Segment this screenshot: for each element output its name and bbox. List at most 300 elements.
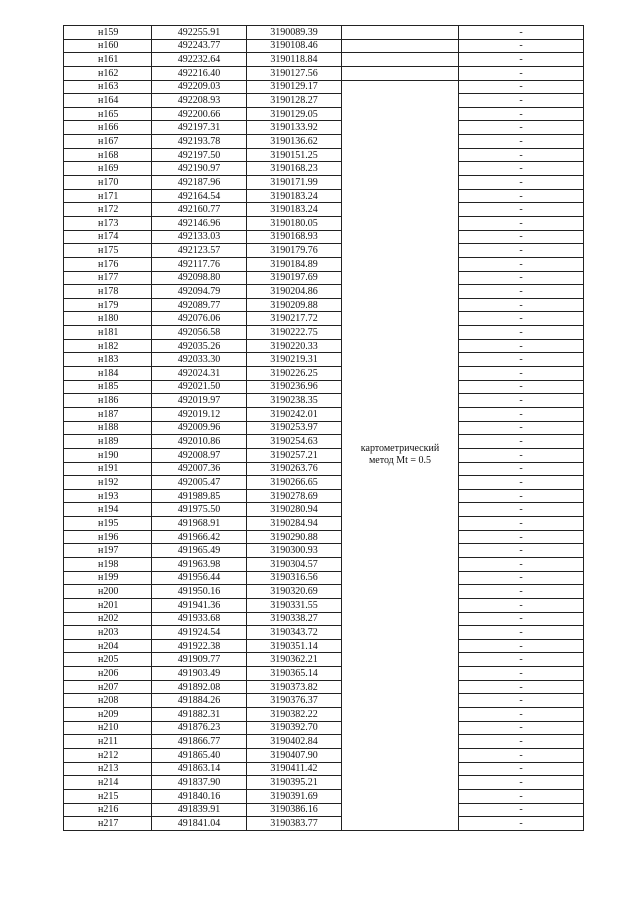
x-coordinate-cell: 492033.30 (152, 353, 247, 367)
method-cell (342, 39, 459, 53)
y-coordinate-cell: 3190204.86 (247, 285, 342, 299)
description-cell: - (459, 107, 584, 121)
table-row (64, 680, 584, 694)
table-row (64, 735, 584, 749)
table-row (64, 312, 584, 326)
y-coordinate-cell: 3190222.75 (247, 326, 342, 340)
table-row (64, 612, 584, 626)
description-cell: - (459, 148, 584, 162)
x-coordinate-cell: 492164.54 (152, 189, 247, 203)
table-row (64, 489, 584, 503)
table-row (64, 544, 584, 558)
table-row (64, 135, 584, 149)
x-coordinate-cell: 491865.40 (152, 748, 247, 762)
y-coordinate-cell: 3190254.63 (247, 435, 342, 449)
point-id-cell: н193 (64, 489, 152, 503)
description-cell: - (459, 803, 584, 817)
x-coordinate-cell: 491975.50 (152, 503, 247, 517)
description-cell: - (459, 694, 584, 708)
x-coordinate-cell: 491839.91 (152, 803, 247, 817)
x-coordinate-cell: 491963.98 (152, 557, 247, 571)
description-cell: - (459, 817, 584, 831)
y-coordinate-cell: 3190304.57 (247, 557, 342, 571)
x-coordinate-cell: 492021.50 (152, 380, 247, 394)
table-row (64, 94, 584, 108)
table-row (64, 639, 584, 653)
table-row (64, 26, 584, 40)
description-cell: - (459, 271, 584, 285)
description-cell: - (459, 176, 584, 190)
x-coordinate-cell: 491840.16 (152, 789, 247, 803)
point-id-cell: н198 (64, 557, 152, 571)
y-coordinate-cell: 3190382.22 (247, 708, 342, 722)
x-coordinate-cell: 492232.64 (152, 53, 247, 67)
description-cell: - (459, 721, 584, 735)
y-coordinate-cell: 3190386.16 (247, 803, 342, 817)
table-row (64, 353, 584, 367)
table-row (64, 435, 584, 449)
x-coordinate-cell: 492216.40 (152, 66, 247, 80)
point-id-cell: н202 (64, 612, 152, 626)
x-coordinate-cell: 491968.91 (152, 517, 247, 531)
y-coordinate-cell: 3190242.01 (247, 407, 342, 421)
table-row (64, 517, 584, 531)
x-coordinate-cell: 492193.78 (152, 135, 247, 149)
table-row (64, 667, 584, 681)
point-id-cell: н214 (64, 776, 152, 790)
y-coordinate-cell: 3190136.62 (247, 135, 342, 149)
point-id-cell: н178 (64, 285, 152, 299)
table-row (64, 66, 584, 80)
table-row (64, 448, 584, 462)
y-coordinate-cell: 3190171.99 (247, 176, 342, 190)
description-cell: - (459, 530, 584, 544)
point-id-cell: н207 (64, 680, 152, 694)
y-coordinate-cell: 3190331.55 (247, 598, 342, 612)
description-cell: - (459, 121, 584, 135)
description-cell: - (459, 435, 584, 449)
table-row (64, 80, 584, 94)
x-coordinate-cell: 491989.85 (152, 489, 247, 503)
point-id-cell: н205 (64, 653, 152, 667)
y-coordinate-cell: 3190129.05 (247, 107, 342, 121)
y-coordinate-cell: 3190217.72 (247, 312, 342, 326)
y-coordinate-cell: 3190253.97 (247, 421, 342, 435)
table-row (64, 189, 584, 203)
y-coordinate-cell: 3190168.23 (247, 162, 342, 176)
description-cell: - (459, 367, 584, 381)
description-cell: - (459, 626, 584, 640)
table-row (64, 571, 584, 585)
y-coordinate-cell: 3190183.24 (247, 203, 342, 217)
y-coordinate-cell: 3190238.35 (247, 394, 342, 408)
description-cell: - (459, 789, 584, 803)
y-coordinate-cell: 3190343.72 (247, 626, 342, 640)
point-id-cell: н180 (64, 312, 152, 326)
y-coordinate-cell: 3190376.37 (247, 694, 342, 708)
point-id-cell: н175 (64, 244, 152, 258)
table-row (64, 148, 584, 162)
y-coordinate-cell: 3190300.93 (247, 544, 342, 558)
point-id-cell: н217 (64, 817, 152, 831)
y-coordinate-cell: 3190280.94 (247, 503, 342, 517)
y-coordinate-cell: 3190284.94 (247, 517, 342, 531)
description-cell: - (459, 312, 584, 326)
y-coordinate-cell: 3190351.14 (247, 639, 342, 653)
point-id-cell: н185 (64, 380, 152, 394)
point-id-cell: н187 (64, 407, 152, 421)
description-cell: - (459, 612, 584, 626)
y-coordinate-cell: 3190257.21 (247, 448, 342, 462)
point-id-cell: н159 (64, 26, 152, 40)
x-coordinate-cell: 492094.79 (152, 285, 247, 299)
table-row (64, 503, 584, 517)
y-coordinate-cell: 3190127.56 (247, 66, 342, 80)
point-id-cell: н204 (64, 639, 152, 653)
y-coordinate-cell: 3190220.33 (247, 339, 342, 353)
description-cell: - (459, 448, 584, 462)
point-id-cell: н216 (64, 803, 152, 817)
y-coordinate-cell: 3190183.24 (247, 189, 342, 203)
point-id-cell: н190 (64, 448, 152, 462)
description-cell: - (459, 94, 584, 108)
description-cell: - (459, 680, 584, 694)
description-cell: - (459, 421, 584, 435)
x-coordinate-cell: 491941.36 (152, 598, 247, 612)
x-coordinate-cell: 491882.31 (152, 708, 247, 722)
point-id-cell: н194 (64, 503, 152, 517)
description-cell: - (459, 585, 584, 599)
y-coordinate-cell: 3190373.82 (247, 680, 342, 694)
table-row (64, 476, 584, 490)
point-id-cell: н174 (64, 230, 152, 244)
point-id-cell: н199 (64, 571, 152, 585)
description-cell: - (459, 462, 584, 476)
table-row (64, 462, 584, 476)
point-id-cell: н201 (64, 598, 152, 612)
table-row (64, 421, 584, 435)
description-cell: - (459, 735, 584, 749)
description-cell: - (459, 135, 584, 149)
description-cell: - (459, 503, 584, 517)
y-coordinate-cell: 3190365.14 (247, 667, 342, 681)
coordinates-table-body (64, 26, 584, 831)
table-row (64, 244, 584, 258)
description-cell: - (459, 667, 584, 681)
y-coordinate-cell: 3190278.69 (247, 489, 342, 503)
method-cell (342, 53, 459, 67)
description-cell: - (459, 557, 584, 571)
point-id-cell: н177 (64, 271, 152, 285)
description-cell: - (459, 162, 584, 176)
x-coordinate-cell: 492146.96 (152, 216, 247, 230)
y-coordinate-cell: 3190129.17 (247, 80, 342, 94)
y-coordinate-cell: 3190133.92 (247, 121, 342, 135)
description-cell: - (459, 26, 584, 40)
y-coordinate-cell: 3190402.84 (247, 735, 342, 749)
y-coordinate-cell: 3190290.88 (247, 530, 342, 544)
table-row (64, 176, 584, 190)
x-coordinate-cell: 492024.31 (152, 367, 247, 381)
table-row (64, 162, 584, 176)
point-id-cell: н213 (64, 762, 152, 776)
point-id-cell: н163 (64, 80, 152, 94)
description-cell: - (459, 639, 584, 653)
x-coordinate-cell: 492076.06 (152, 312, 247, 326)
table-row (64, 762, 584, 776)
point-id-cell: н209 (64, 708, 152, 722)
point-id-cell: н186 (64, 394, 152, 408)
y-coordinate-cell: 3190395.21 (247, 776, 342, 790)
x-coordinate-cell: 492200.66 (152, 107, 247, 121)
table-row (64, 121, 584, 135)
y-coordinate-cell: 3190407.90 (247, 748, 342, 762)
x-coordinate-cell: 492208.93 (152, 94, 247, 108)
table-row (64, 326, 584, 340)
table-row (64, 653, 584, 667)
table-row (64, 216, 584, 230)
point-id-cell: н189 (64, 435, 152, 449)
table-row (64, 257, 584, 271)
x-coordinate-cell: 491876.23 (152, 721, 247, 735)
table-row (64, 230, 584, 244)
point-id-cell: н196 (64, 530, 152, 544)
point-id-cell: н191 (64, 462, 152, 476)
x-coordinate-cell: 491863.14 (152, 762, 247, 776)
x-coordinate-cell: 491950.16 (152, 585, 247, 599)
point-id-cell: н195 (64, 517, 152, 531)
point-id-cell: н210 (64, 721, 152, 735)
description-cell: - (459, 380, 584, 394)
x-coordinate-cell: 491966.42 (152, 530, 247, 544)
point-id-cell: н162 (64, 66, 152, 80)
table-row (64, 694, 584, 708)
point-id-cell: н208 (64, 694, 152, 708)
y-coordinate-cell: 3190391.69 (247, 789, 342, 803)
table-row (64, 107, 584, 121)
description-cell: - (459, 66, 584, 80)
table-row (64, 557, 584, 571)
x-coordinate-cell: 492209.03 (152, 80, 247, 94)
point-id-cell: н212 (64, 748, 152, 762)
description-cell: - (459, 326, 584, 340)
x-coordinate-cell: 492089.77 (152, 298, 247, 312)
table-row (64, 298, 584, 312)
description-cell: - (459, 394, 584, 408)
description-cell: - (459, 244, 584, 258)
x-coordinate-cell: 492160.77 (152, 203, 247, 217)
point-id-cell: н160 (64, 39, 152, 53)
y-coordinate-cell: 3190338.27 (247, 612, 342, 626)
y-coordinate-cell: 3190151.25 (247, 148, 342, 162)
x-coordinate-cell: 492187.96 (152, 176, 247, 190)
table-row (64, 271, 584, 285)
description-cell: - (459, 285, 584, 299)
x-coordinate-cell: 491892.08 (152, 680, 247, 694)
point-id-cell: н215 (64, 789, 152, 803)
y-coordinate-cell: 3190089.39 (247, 26, 342, 40)
y-coordinate-cell: 3190209.88 (247, 298, 342, 312)
description-cell: - (459, 708, 584, 722)
point-id-cell: н183 (64, 353, 152, 367)
point-id-cell: н167 (64, 135, 152, 149)
table-row (64, 789, 584, 803)
description-cell: - (459, 762, 584, 776)
description-cell: - (459, 230, 584, 244)
description-cell: - (459, 339, 584, 353)
y-coordinate-cell: 3190226.25 (247, 367, 342, 381)
y-coordinate-cell: 3190320.69 (247, 585, 342, 599)
x-coordinate-cell: 491909.77 (152, 653, 247, 667)
method-cell (342, 80, 459, 830)
description-cell: - (459, 189, 584, 203)
description-cell: - (459, 653, 584, 667)
y-coordinate-cell: 3190316.56 (247, 571, 342, 585)
y-coordinate-cell: 3190128.27 (247, 94, 342, 108)
x-coordinate-cell: 492190.97 (152, 162, 247, 176)
point-id-cell: н166 (64, 121, 152, 135)
table-row (64, 748, 584, 762)
x-coordinate-cell: 492019.97 (152, 394, 247, 408)
table-row (64, 53, 584, 67)
point-id-cell: н182 (64, 339, 152, 353)
x-coordinate-cell: 492133.03 (152, 230, 247, 244)
table-row (64, 339, 584, 353)
y-coordinate-cell: 3190197.69 (247, 271, 342, 285)
y-coordinate-cell: 3190180.05 (247, 216, 342, 230)
point-id-cell: н211 (64, 735, 152, 749)
description-cell: - (459, 748, 584, 762)
y-coordinate-cell: 3190362.21 (247, 653, 342, 667)
x-coordinate-cell: 491866.77 (152, 735, 247, 749)
x-coordinate-cell: 491884.26 (152, 694, 247, 708)
method-cell (342, 26, 459, 40)
point-id-cell: н206 (64, 667, 152, 681)
x-coordinate-cell: 491933.68 (152, 612, 247, 626)
table-row (64, 817, 584, 831)
y-coordinate-cell: 3190179.76 (247, 244, 342, 258)
x-coordinate-cell: 491903.49 (152, 667, 247, 681)
x-coordinate-cell: 491922.38 (152, 639, 247, 653)
x-coordinate-cell: 492009.96 (152, 421, 247, 435)
point-id-cell: н172 (64, 203, 152, 217)
y-coordinate-cell: 3190219.31 (247, 353, 342, 367)
point-id-cell: н200 (64, 585, 152, 599)
description-cell: - (459, 203, 584, 217)
x-coordinate-cell: 491924.54 (152, 626, 247, 640)
y-coordinate-cell: 3190236.96 (247, 380, 342, 394)
point-id-cell: н169 (64, 162, 152, 176)
description-cell: - (459, 517, 584, 531)
x-coordinate-cell: 492197.31 (152, 121, 247, 135)
x-coordinate-cell: 491841.04 (152, 817, 247, 831)
x-coordinate-cell: 492035.26 (152, 339, 247, 353)
table-row (64, 285, 584, 299)
description-cell: - (459, 298, 584, 312)
table-row (64, 394, 584, 408)
point-id-cell: н170 (64, 176, 152, 190)
x-coordinate-cell: 492255.91 (152, 26, 247, 40)
x-coordinate-cell: 491837.90 (152, 776, 247, 790)
x-coordinate-cell: 492117.76 (152, 257, 247, 271)
y-coordinate-cell: 3190383.77 (247, 817, 342, 831)
description-cell: - (459, 80, 584, 94)
table-row (64, 598, 584, 612)
x-coordinate-cell: 492123.57 (152, 244, 247, 258)
coordinates-table (63, 25, 584, 831)
description-cell: - (459, 53, 584, 67)
x-coordinate-cell: 491956.44 (152, 571, 247, 585)
x-coordinate-cell: 492243.77 (152, 39, 247, 53)
point-id-cell: н168 (64, 148, 152, 162)
description-cell: - (459, 489, 584, 503)
point-id-cell: н203 (64, 626, 152, 640)
y-coordinate-cell: 3190266.65 (247, 476, 342, 490)
y-coordinate-cell: 3190184.89 (247, 257, 342, 271)
y-coordinate-cell: 3190168.93 (247, 230, 342, 244)
y-coordinate-cell: 3190263.76 (247, 462, 342, 476)
x-coordinate-cell: 492005.47 (152, 476, 247, 490)
table-row (64, 39, 584, 53)
table-row (64, 803, 584, 817)
y-coordinate-cell: 3190392.70 (247, 721, 342, 735)
method-name: картометрический (360, 443, 440, 455)
point-id-cell: н181 (64, 326, 152, 340)
x-coordinate-cell: 492010.86 (152, 435, 247, 449)
point-id-cell: н165 (64, 107, 152, 121)
point-id-cell: н164 (64, 94, 152, 108)
description-cell: - (459, 353, 584, 367)
x-coordinate-cell: 492056.58 (152, 326, 247, 340)
table-row (64, 203, 584, 217)
point-id-cell: н192 (64, 476, 152, 490)
y-coordinate-cell: 3190411.42 (247, 762, 342, 776)
point-id-cell: н197 (64, 544, 152, 558)
description-cell: - (459, 544, 584, 558)
y-coordinate-cell: 3190118.84 (247, 53, 342, 67)
y-coordinate-cell: 3190108.46 (247, 39, 342, 53)
table-row (64, 367, 584, 381)
table-row (64, 530, 584, 544)
method-cell (342, 66, 459, 80)
point-id-cell: н171 (64, 189, 152, 203)
description-cell: - (459, 257, 584, 271)
table-row (64, 721, 584, 735)
x-coordinate-cell: 491965.49 (152, 544, 247, 558)
point-id-cell: н176 (64, 257, 152, 271)
x-coordinate-cell: 492019.12 (152, 407, 247, 421)
x-coordinate-cell: 492008.97 (152, 448, 247, 462)
description-cell: - (459, 476, 584, 490)
table-row (64, 407, 584, 421)
point-id-cell: н179 (64, 298, 152, 312)
table-row (64, 585, 584, 599)
x-coordinate-cell: 492197.50 (152, 148, 247, 162)
table-row (64, 776, 584, 790)
method-accuracy: метод Mt = 0.5 (368, 455, 432, 467)
description-cell: - (459, 776, 584, 790)
point-id-cell: н188 (64, 421, 152, 435)
x-coordinate-cell: 492007.36 (152, 462, 247, 476)
description-cell: - (459, 598, 584, 612)
x-coordinate-cell: 492098.80 (152, 271, 247, 285)
point-id-cell: н184 (64, 367, 152, 381)
description-cell: - (459, 407, 584, 421)
description-cell: - (459, 216, 584, 230)
description-cell: - (459, 571, 584, 585)
point-id-cell: н161 (64, 53, 152, 67)
table-row (64, 626, 584, 640)
